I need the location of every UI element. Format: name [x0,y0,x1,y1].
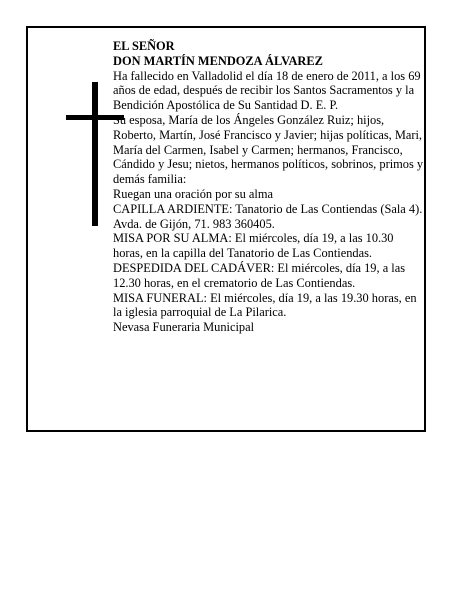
prayer-request: Ruegan una oración por su alma [113,186,273,201]
deceased-name: DON MARTÍN MENDOZA ÁLVAREZ [113,53,323,68]
funeral-home: Nevasa Funeraria Municipal [113,320,255,335]
mass-for-soul: MISA POR SU ALMA: El miércoles, día 19, a las 10.30 horas, en la capilla del Tanatorio de Las Contiendas. [113,231,394,261]
funeral-mass: MISA FUNERAL: El miércoles, día 19, a las 19.30 horas, en la iglesia parroquial de La Pilarica. [113,290,417,320]
family-list: Su esposa, María de los Ángeles González Ruiz; hijos, Roberto, Martín, José Francisco y Javier; hijas políticas, Mari, María del Carmen, Isabel y Carmen; hermanos, Francisco, Cándido y Jesu; nietos, hermanos políticos, sobrinos, primos y demás familia: [113,112,424,187]
obituary-title: EL SEÑOR [113,39,175,53]
cross-vertical-bar [92,82,98,226]
death-announcement: Ha fallecido en Valladolid el día 18 de enero de 2011, a los 69 años de edad, después de recibir los Santos Sacramentos y la Bendición Apostólica de Su Santidad D. E. P. [113,68,421,113]
funeral-chapel: CAPILLA ARDIENTE: Tanatorio de Las Contiendas (Sala 4). Avda. de Gijón, 71. 983 360405. [113,201,423,231]
obituary-text [113,39,425,335]
farewell: DESPEDIDA DEL CADÁVER: El miércoles, día 19, a las 12.30 horas, en el crematorio de Las Contiendas. [113,260,406,290]
